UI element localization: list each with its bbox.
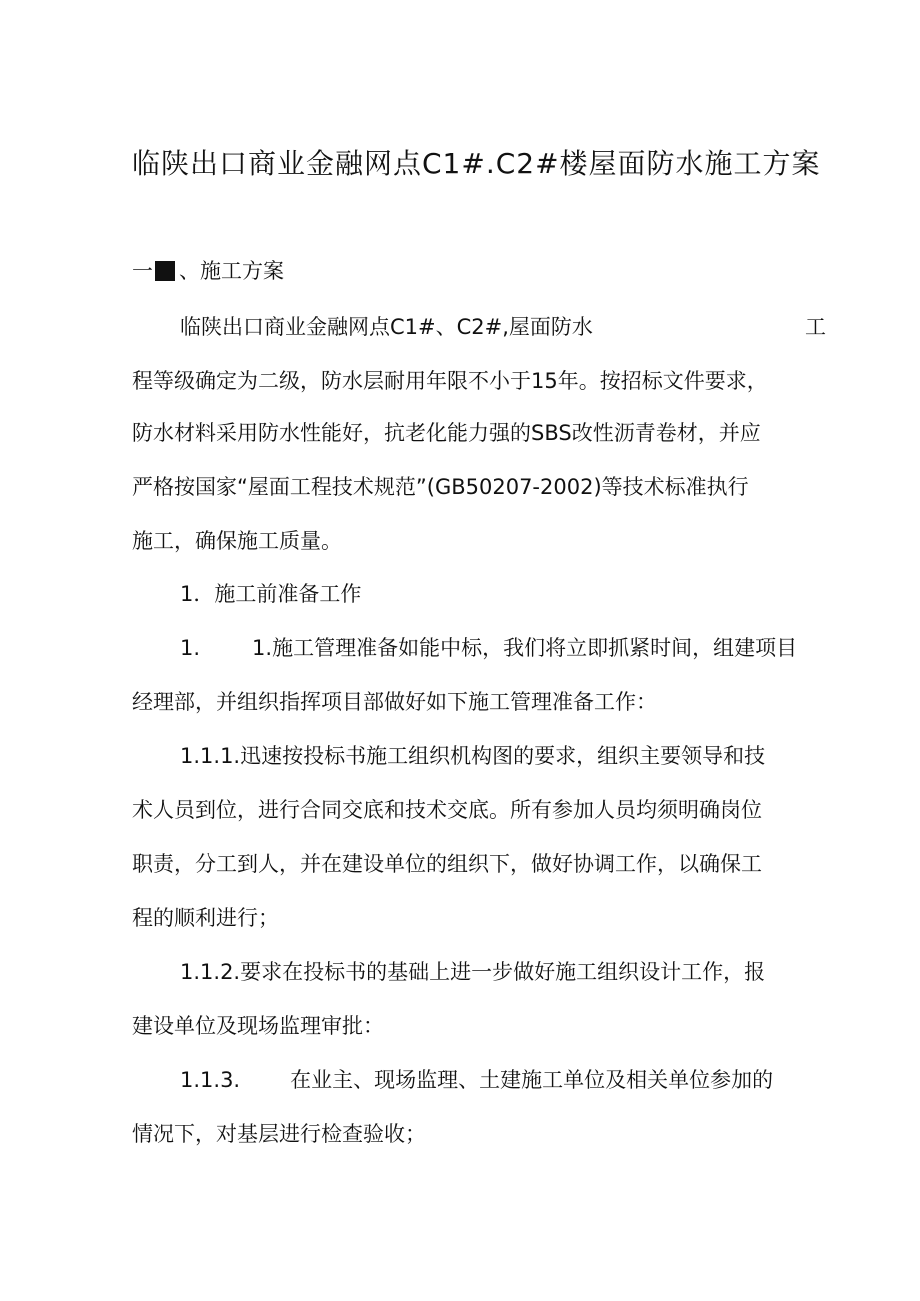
subsection-1-1-3-text: 在业主、现场监理、土建施工单位及相关单位参加的 — [290, 1068, 774, 1092]
section-prefix: 一 — [132, 259, 153, 283]
subsection-heading-1: 1．施工前准备工作 — [180, 582, 362, 606]
intro-line-4: 严格按国家“屋面工程技术规范”(GB50207-2002)等技术标准执行 — [132, 475, 749, 499]
intro-line-1-end: 工 — [805, 315, 826, 339]
subsection-1-1-3-line-2: 情况下，对基层进行检查验收； — [132, 1122, 426, 1146]
subsection-1-1-1-line-1: 1.1.1.迅速按投标书施工组织机构图的要求，组织主要领导和技 — [180, 744, 766, 768]
intro-line-2: 程等级确定为二级，防水层耐用年限不小于15年。按招标文件要求， — [132, 369, 768, 393]
intro-line-1: 临陕出口商业金融网点C1#、C2#,屋面防水 — [180, 315, 593, 339]
subsection-1-1-1-line-2: 术人员到位，进行合同交底和技术交底。所有参加人员均须明确岗位 — [132, 798, 762, 822]
subsection-1-1-3-number: 1.1.3. — [180, 1068, 241, 1092]
intro-line-3: 防水材料采用防水性能好，抗老化能力强的SBS改性沥青卷材，并应 — [132, 421, 761, 445]
subsection-1-1-2-line-1: 1.1.2.要求在投标书的基础上进一步做好施工组织设计工作，报 — [180, 960, 766, 984]
subsection-1-1-1-line-3: 职责，分工到人，并在建设单位的组织下，做好协调工作，以确保工 — [132, 852, 762, 876]
section-heading — [132, 257, 284, 285]
document-title: 临陕出口商业金融网点C1#.C2#楼屋面防水施工方案 — [132, 147, 821, 180]
subsection-1-1-3-line-1 — [180, 1066, 773, 1094]
subsection-1-1-1-line-4: 程的顺利进行； — [132, 906, 279, 930]
square-bullet-icon — [155, 261, 175, 281]
subsection-1-1-number: 1. — [180, 636, 201, 660]
section-label: 、施工方案 — [179, 259, 284, 283]
subsection-1-1-2-line-2: 建设单位及现场监理审批： — [132, 1014, 384, 1038]
intro-line-5: 施工，确保施工质量。 — [132, 529, 342, 553]
subsection-1-1-line-1 — [180, 634, 797, 662]
subsection-1-1-text: 1.施工管理准备如能中标，我们将立即抓紧时间，组建项目 — [252, 636, 798, 660]
subsection-1-1-line-2: 经理部，并组织指挥项目部做好如下施工管理准备工作： — [132, 690, 657, 714]
